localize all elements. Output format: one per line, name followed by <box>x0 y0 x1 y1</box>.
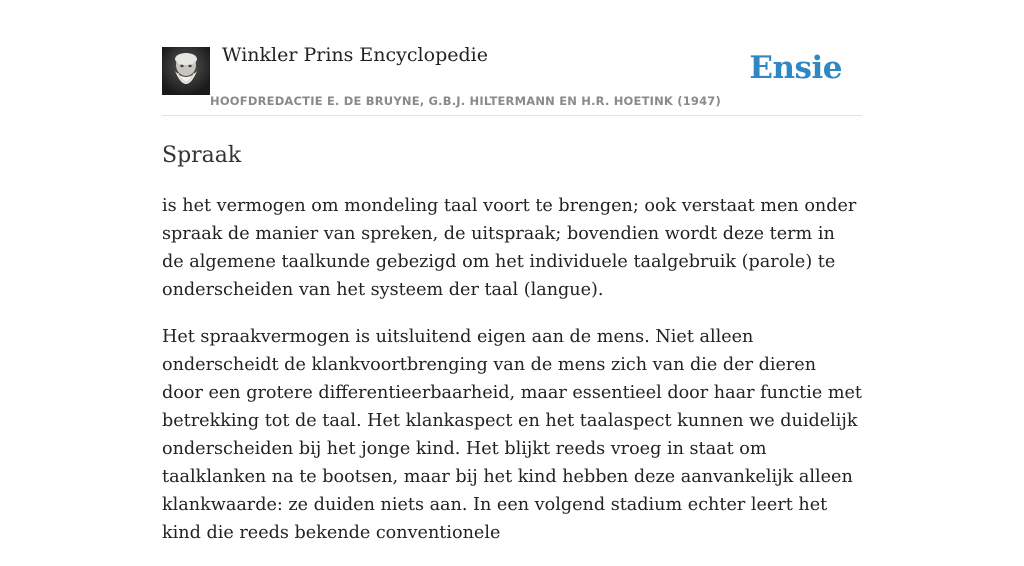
entry-title: Spraak <box>162 143 242 168</box>
book-title[interactable]: Winkler Prins Encyclopedie <box>222 44 488 66</box>
editors-credit: HOOFDREDACTIE E. DE BRUYNE, G.B.J. HILTERMANN EN H.R. HOETINK (1947) <box>210 94 721 108</box>
author-portrait-icon <box>162 47 210 95</box>
article-body <box>162 192 862 547</box>
article-paragraph: Het spraakvermogen is uitsluitend eigen aan de mens. Niet alleen onderscheidt de klankvoortbrenging van de mens zich van die der dieren door een grotere differentieerbaarheid, maar essentieel door haar functie met betrekking tot de taal. Het klankaspect en het taalaspect kunnen we duidelijk onderscheiden bij het jonge kind. Het blijkt reeds vroeg in staat om taalklanken na te bootsen, maar bij het kind hebben deze aanvankelijk alleen klankwaarde: ze duiden niets aan. In een volgend stadium echter leert het kind die reeds bekende conventionele <box>162 327 862 543</box>
content-container <box>162 0 862 566</box>
ensie-logo[interactable]: Ensie <box>749 50 842 86</box>
site-header <box>162 0 862 116</box>
article-paragraph: is het vermogen om mondeling taal voort te brengen; ook verstaat men onder spraak de manier van spreken, de uitspraak; bovendien wordt deze term in de algemene taalkunde gebezigd om het individuele taalgebruik (parole) te onderscheiden van het systeem der taal (langue). <box>162 196 857 300</box>
